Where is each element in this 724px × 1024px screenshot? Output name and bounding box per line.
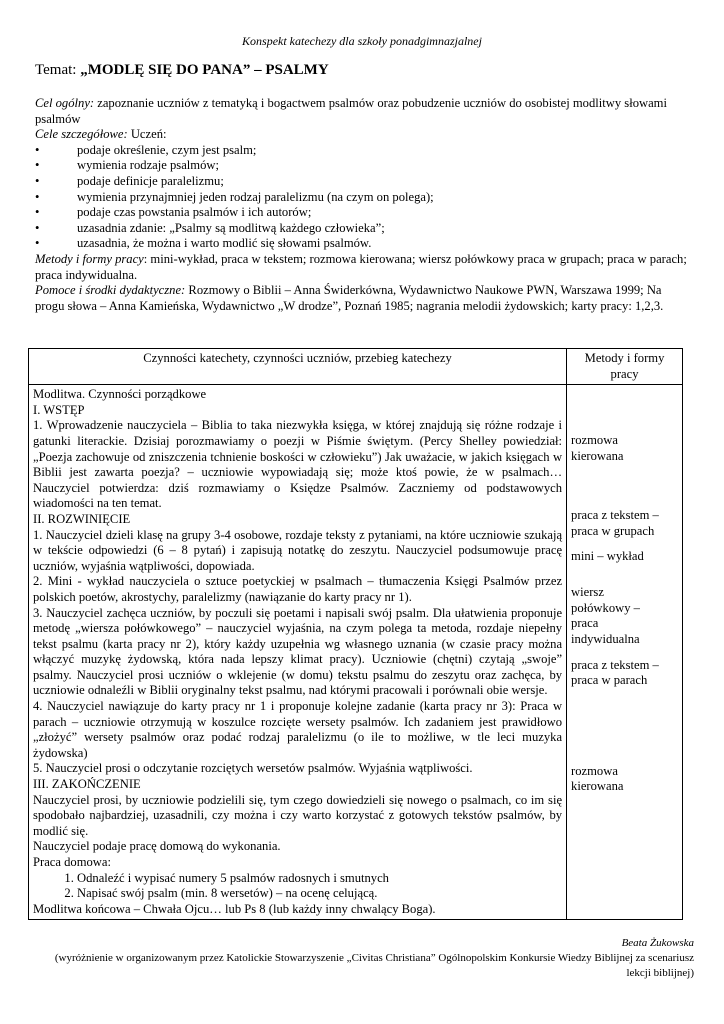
method-6: rozmowa kierowana: [571, 763, 624, 794]
page-header: Konspekt katechezy dla szkoły ponadgimnazjalnej: [242, 34, 482, 48]
goals-specific-intro: Uczeń:: [127, 127, 167, 142]
step-dev-5: 5. Nauczyciel prosi o odczytanie rozciętych wersetów psalmów. Wyjaśnia wątpliwości.: [33, 761, 473, 776]
step-dev-3: 3. Nauczyciel zachęca uczniów, by poczuli się poetami i napisali swój psalm. Dla ułatwienia proponuje metodę „wiersza połówkowego” – nauczyciel wyjaśnia, na czym polega ta metoda, rozdaje niepełny tekst psalmu (karta pracy nr 2), który każdy uzupełnia wg własnego uznania (w czasie pracy można włączyć muzykę żydowską, która nada lepszy klimat pracy). Uczniowie (chętni) czytają „swoje” psalmy. Nauczyciel prosi uczniów o wklejenie (w domu) tekstu psalmu do zeszytu oraz zachęca, by uczniowie odnaleźli w Biblii oryginalny tekst psalmu, nad którymi pracowali i porównali obie wersje.: [33, 605, 563, 698]
line-prayer: Modlitwa. Czynności porządkowe: [33, 387, 207, 402]
method-1: rozmowa kierowana: [571, 433, 624, 463]
method-3: mini – wykład: [571, 548, 644, 563]
goals-specific-label: Cele szczegółowe:: [35, 127, 128, 142]
list-item: • wymienia rodzaje psalmów;: [35, 158, 690, 174]
homework-label: Praca domowa:: [33, 855, 111, 869]
lesson-course-cell: [29, 385, 567, 920]
step-dev-1: 1. Nauczyciel dzieli klasę na grupy 3-4 osobowe, rozdaje teksty z pytaniami, na które uczniowie szukają w tekście odpowiedzi (6 – 8 pytań) i zapisują notatkę do zeszytu. Nauczyciel podsumowuje pracę uczniów, wyjaśnia wątpliwości, dopowiada.: [33, 527, 563, 573]
aids-label: Pomoce i środki dydaktyczne:: [35, 283, 186, 298]
goal-general-text: zapoznanie uczniów z tematyką i bogactwem psalmów oraz pobudzenie uczniów do osobistej modlitwy słowami psalmów: [35, 96, 667, 126]
step-dev-4: 4. Nauczyciel nawiązuje do karty pracy nr 1 i proponuje kolejne zadanie (karta pracy nr 3): Praca w parach – uczniowie otrzymują w koszulce rozcięte wersety psalmów. Ich zadaniem jest prawidłowo „złożyć” wersety psalmów oraz podać rodzaj paralelizmu (o ile to możliwe, w tle leci muzyka żydowska): [33, 699, 563, 760]
page-title: [35, 63, 329, 79]
goal-general: [35, 96, 690, 127]
section-intro: I. WSTĘP: [33, 402, 85, 417]
closing-prayer: Modlitwa końcowa – Chwała Ojcu… lub Ps 8 (lub każdy inny chwalący Boga).: [33, 901, 436, 916]
methods-paragraph: [35, 252, 690, 283]
list-item: • podaje czas powstania psalmów i ich autorów;: [35, 205, 690, 221]
step-conclusion-2: Nauczyciel podaje pracę domową do wykonania.: [33, 839, 281, 854]
methods-label: Metody i formy pracy: [35, 251, 144, 266]
list-item: 2. Napisać swój psalm (min. 8 wersetów) – na ocenę celującą.: [77, 886, 562, 902]
method-2: praca z tekstem – praca w grupach: [571, 508, 659, 538]
list-item: • wymienia przynajmniej jeden rodzaj paralelizmu (na czym on polega);: [35, 190, 690, 206]
goals-section: [35, 96, 690, 314]
col1-header: Czynności katechety, czynności uczniów, przebieg katechezy: [29, 349, 567, 385]
list-item: • uzasadnia zdanie: „Psalmy są modlitwą każdego człowieka”;: [35, 221, 690, 237]
list-item: 1. Odnaleźć i wypisać numery 5 psalmów radosnych i smutnych: [77, 871, 562, 887]
author-signature: Beata Żukowska: [621, 937, 694, 949]
method-5: praca z tekstem – praca w parach: [571, 657, 659, 688]
title-main: „MODLĘ SIĘ DO PANA” – PSALMY: [80, 62, 329, 78]
col2-header: Metody i formy pracy: [567, 349, 683, 385]
table-header-row: [29, 349, 683, 385]
list-item: • uzasadnia, że można i warto modlić się słowami psalmów.: [35, 236, 690, 252]
table-row: [29, 385, 683, 920]
goal-general-label: Cel ogólny:: [35, 96, 95, 110]
step-conclusion-1: Nauczyciel prosi, by uczniowie podzielili się, tym czego dowiedzieli się nowego o psalmach, co im się spodobało najbardziej, uzasadnili, czy można i czy warto korzystać z gotowych tekstów psalmów, by modlić się.: [33, 792, 563, 838]
goals-specific-list: [35, 143, 690, 252]
list-item: • podaje określenie, czym jest psalm;: [35, 143, 690, 159]
method-4: wiersz połówkowy – praca indywidualna: [571, 585, 640, 646]
list-item: • podaje definicje paralelizmu;: [35, 174, 690, 190]
goals-specific-heading: [35, 127, 690, 143]
lesson-table: [28, 348, 683, 920]
section-development: II. ROZWINIĘCIE: [33, 511, 131, 526]
methods-cell: [567, 385, 683, 920]
aids-paragraph: [35, 283, 690, 314]
title-prefix: Temat:: [35, 62, 81, 78]
methods-text: : mini-wykład, praca w tekstem; rozmowa kierowana; wiersz połówkowy praca w grupach; praca w parach; praca indywidualna.: [35, 251, 687, 282]
homework-list: [33, 871, 562, 902]
section-conclusion: III. ZAKOŃCZENIE: [33, 777, 141, 792]
footnote: (wyróżnienie w organizowanym przez Katolickie Stowarzyszenie „Civitas Christiana” Ogólnopolskim Konkursie Wiedzy Biblijnej za scenariusz lekcji biblijnej): [54, 952, 694, 979]
step-intro-1: 1. Wprowadzenie nauczyciela – Biblia to taka niezwykła księga, w której znajdują się różne rodzaje i gatunki literackie. Dzisiaj porozmawiamy o poezji w Piśmie świętym. (Percy Shelley powiedział: „Poezja zachowuje od zniszczenia tchnienie boskości w człowieku”) Jak uważacie, w jakich księgach w Biblii jest zawarta poezja? – uczniowie wypowiadają się; może ktoś powie, że w psalmach… Nauczyciel potwierdza: dziś rozmawiamy o Księdze Psalmów. Zaczniemy od podstawowych wiadomości na ten temat.: [33, 418, 563, 511]
aids-text: Rozmowy o Biblii – Anna Świderkówna, Wydawnictwo Naukowe PWN, Warszawa 1999; Na progu słowa – Anna Kamieńska, Wydawnictwo „W drodze”, Poznań 1985; nagrania melodii żydowskich; karty pracy: 1,2,3.: [35, 283, 664, 313]
step-dev-2: 2. Mini - wykład nauczyciela o sztuce poetyckiej w psalmach – tłumaczenia Księgi Psalmów przez polskich poetów, akrostychy, paralelizmy (nawiązanie do karty pracy nr 1).: [33, 574, 563, 604]
